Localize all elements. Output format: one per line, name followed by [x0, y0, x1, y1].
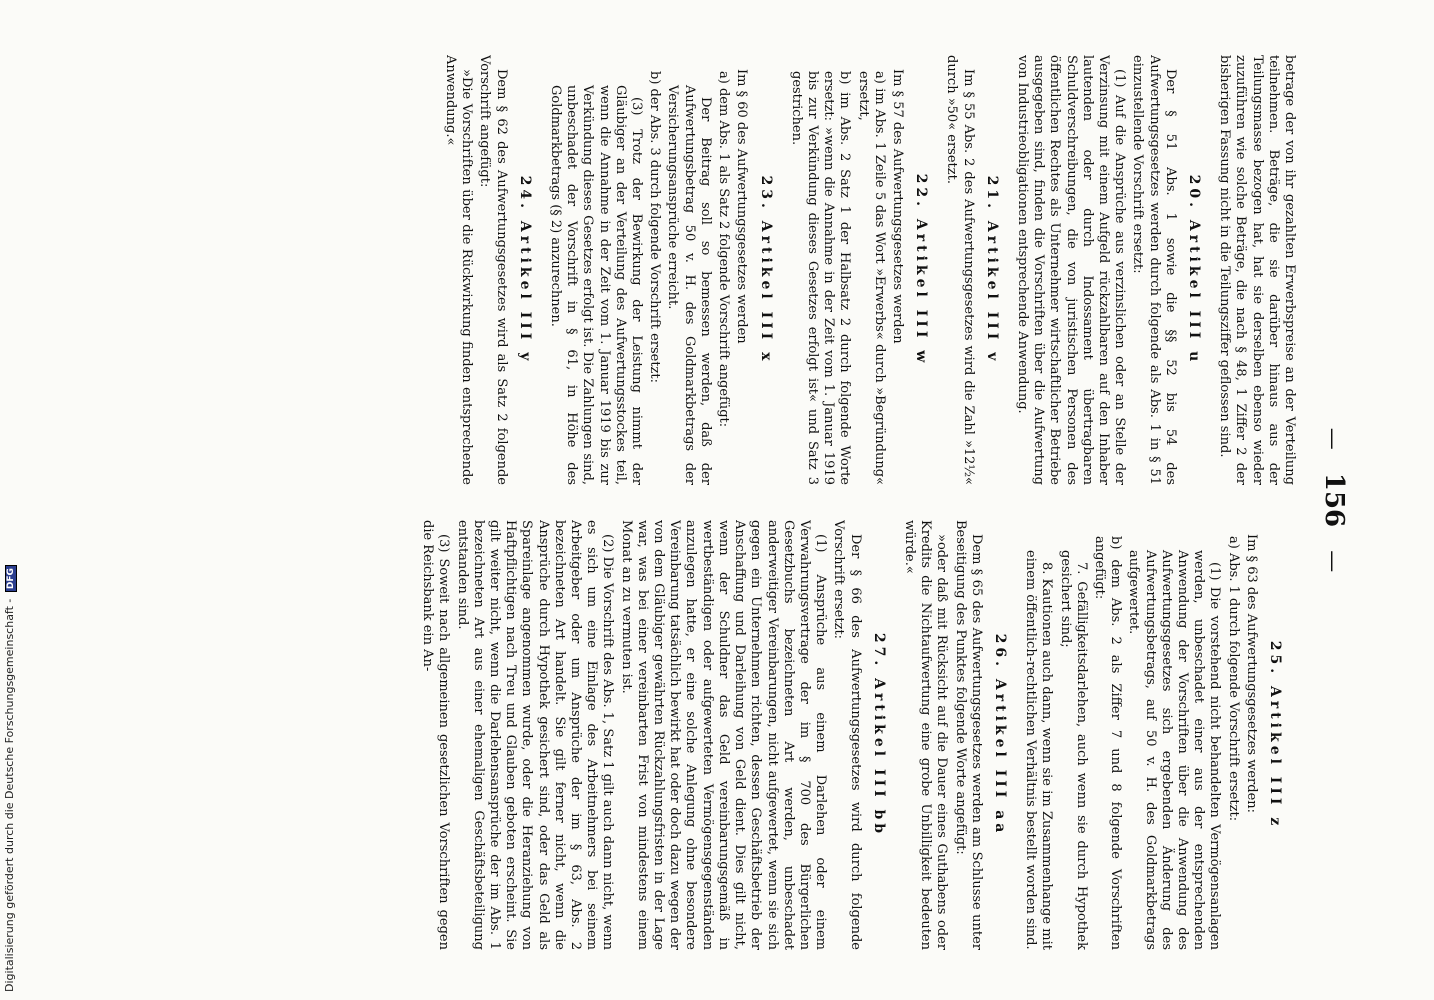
- right-column: [107, 520, 1297, 950]
- article-heading: 23. Artikel III x: [757, 175, 774, 365]
- paragraph: Dem § 62 des Aufwertungsgesetzes wird als Satz 2 folgende Vorschrift angefügt:: [477, 55, 509, 485]
- list-item: a) Abs. 1 durch folgende Vorschrift ersetzt:: [1225, 536, 1241, 822]
- list-item: a) dem Abs. 1 als Satz 2 folgende Vorschrift angefügt:: [716, 71, 732, 428]
- quoted-provision: (3) Trotz der Bewirkung der Leistung nimmt der Gläubiger an der Verteilung des Aufwertungsstockes teil, wenn die Annahme in der Zeit vom 1. Januar 1919 bis zur Verkündung dieses Gesetzes erfolgt ist. Die Zahlungen sind, unbeschadet der Vorschrift in § 61, in Höhe des Goldmarkbetrags (§ 2) anzurechnen.: [548, 85, 645, 485]
- header-dash-right: —: [1320, 550, 1345, 573]
- list-item: b) dem Abs. 2 als Ziffer 7 und 8 folgende Vorschriften angefügt:: [1091, 536, 1124, 950]
- article-heading: 25. Artikel III z: [1267, 640, 1283, 830]
- quoted-provision: Der Beitrag soll so bemessen werden, daß der Aufwertungsbetrag 50 v. H. des Goldmarkbetrags der Versicherungsansprüche erreicht.: [665, 85, 713, 485]
- page-number: 156: [1319, 472, 1349, 528]
- document-page: [67, 0, 1367, 1000]
- digitization-credit: [3, 0, 19, 992]
- page-header: [1309, 0, 1349, 1000]
- paragraph: Im § 57 des Aufwertungsgesetzes werden: [889, 69, 905, 344]
- list-item: 7. Gefälligkeitsdarlehen, auch wenn sie durch Hypothek gesichert sind;: [1057, 550, 1089, 950]
- quoted-provision: (1) Die vorstehend nicht behandelten Vermögensanlagen werden, unbeschadet einer aus der entsprechenden Anwendung der Vorschriften über die Anwendung des Aufwertungsgesetzes sich ergebenden Änderung des Aufwertungsbetrags, auf 50 v. H. des Goldmarkbetrags aufgewertet.: [1126, 550, 1223, 950]
- paragraph: Im § 55 Abs. 2 des Aufwertungsgesetzes wird die Zahl »12½« durch »50« ersetzt.: [944, 55, 976, 485]
- left-column: [107, 55, 1297, 485]
- quoted-provision: »Die Vorschriften über die Rückwirkung finden entsprechende Anwendung.«: [443, 55, 475, 485]
- article-heading: 22. Artikel III w: [913, 173, 930, 367]
- article-heading: 20. Artikel III u: [1185, 174, 1202, 366]
- paragraph: Dem § 65 des Aufwertungsgesetzes werden am Schlusse unter Beseitigung des Punktes folgende Worte angefügt:: [952, 520, 984, 950]
- credit-text: Digitalisierung gefördert durch die Deutsche Forschungsgemeinschaft -: [3, 598, 16, 992]
- list-item: b) im Abs. 2 Satz 1 der Halbsatz 2 durch folgende Worte ersetzt: »wenn die Annahme in der Zeit vom 1. Januar 1919 bis zur Verkündung dieses Gesetzes erfolgt ist« und Satz 3 gestrichen.: [788, 71, 853, 485]
- dfg-logo: DFG: [5, 565, 17, 592]
- paragraph: (1) Auf die Ansprüche aus verzinslichen oder an Stelle der Verzinsung mit einem Aufgeld rückzahlbaren auf den Inhaber lautenden oder durch Indossament übertragbaren Schuldverschreibungen, die von juristischen Personen des öffentlichen Rechtes als Unternehmer wirtschaftlicher Betriebe ausgegeben sind, finden die Vorschriften über die Aufwertung von Industrieobligationen entsprechende Anwendung.: [1014, 55, 1128, 485]
- quoted-provision: »oder daß mit Rücksicht auf die Dauer eines Guthabens oder Kredits die Nichtaufwertung eine grobe Unbilligkeit bedeuten würde.«: [901, 520, 950, 950]
- paragraph: (3) Soweit nach allgemeinen gesetzlichen Vorschriften gegen die Reichsbank ein An-: [420, 520, 452, 950]
- article-heading: 27. Artikel III bb: [870, 632, 887, 838]
- paragraph: betrage der von ihr gezahlten Erwerbspreise an der Verteilung teilnehmen. Beträge, die sie darüber hinaus aus der Teilungsmasse bezogen hat, hat sie derselben ebenso wieder zuzuführen wie solche Beträge, die nach § 48, 1 Ziffer 2 der bisherigen Fassung nicht in die Teilungsziffer geflossen sind.: [1217, 55, 1297, 485]
- list-item: a) im Abs. 1 Zeile 5 das Wort »Erwerbs« durch »Begründung« ersetzt,: [855, 71, 887, 485]
- paragraph: Der § 51 Abs. 1 sowie die §§ 52 bis 54 des Aufwertungsgesetzes werden durch folgende als Abs. 1 in § 51 einzustellende Vorschrift ersetzt:: [1130, 55, 1178, 485]
- paragraph: Im § 60 des Aufwertungsgesetzes werden: [734, 69, 750, 344]
- list-item: 8. Kautionen auch dann, wenn sie im Zusammenhange mit einem öffentlich-rechtlichen Verhältnis bestellt worden sind.: [1023, 550, 1055, 950]
- paragraph: (2) Die Vorschrift des Abs. 1, Satz 1 gilt auch dann nicht, wenn es sich um eine Einlage des Arbeitnehmers bei seinem Arbeitgeber oder um Ansprüche der im § 63, Abs. 2 bezeichneten Art handelt. Sie gilt ferner nicht, wenn die Ansprüche durch Hypothek gesichert sind, oder das Geld als Spareinlage angenommen wurde, oder die Heranziehung von Haftpflichtigen nach Treu und Glauben geboten erscheint. Sie gilt weiter nicht, wenn die Darlehensansprüche der im Abs. 1 bezeichneten Art aus einer ehemaligen Geschäftsbeteiligung entstanden sind.: [454, 520, 616, 950]
- header-dash-left: —: [1320, 427, 1345, 450]
- article-heading: 24. Artikel III y: [516, 175, 533, 365]
- paragraph: (1) Ansprüche aus einem Darlehen oder einem Verwahrungsvertrage der im § 700 des Bürgerlichen Gesetzbuchs bezeichneten Art werden, unbeschadet anderweitiger Vereinbarungen, nicht aufgewertet, wenn sie sich gegen ein Unternehmen richten, dessen Geschäftsbetrieb der Anschaffung und Darleihung von Geld dient. Dies gilt nicht, wenn der Schuldner das Geld vereinbarungsgemäß in wertbeständigen oder aufgewerteten Vermögensgegenständen anzulegen hatte, er eine solche Anlegung ohne besondere Vereinbarung tatsächlich bewirkt hat oder doch dazu wegen der von dem Gläubiger gewährten Rückzahlungsfristen in der Lage war, was bei einer vereinbarten Frist von mindestens einem Monat an zu vermuten ist.: [618, 520, 829, 950]
- list-item: b) der Abs. 3 durch folgende Vorschrift ersetzt:: [647, 71, 663, 384]
- paragraph: Der § 66 des Aufwertungsgesetzes wird durch folgende Vorschrift ersetzt:: [831, 520, 863, 950]
- article-heading: 21. Artikel III v: [983, 175, 1000, 365]
- paragraph: Im § 63 des Aufwertungsgesetzes werden:: [1243, 534, 1259, 814]
- article-heading: 26. Artikel III aa: [991, 633, 1008, 837]
